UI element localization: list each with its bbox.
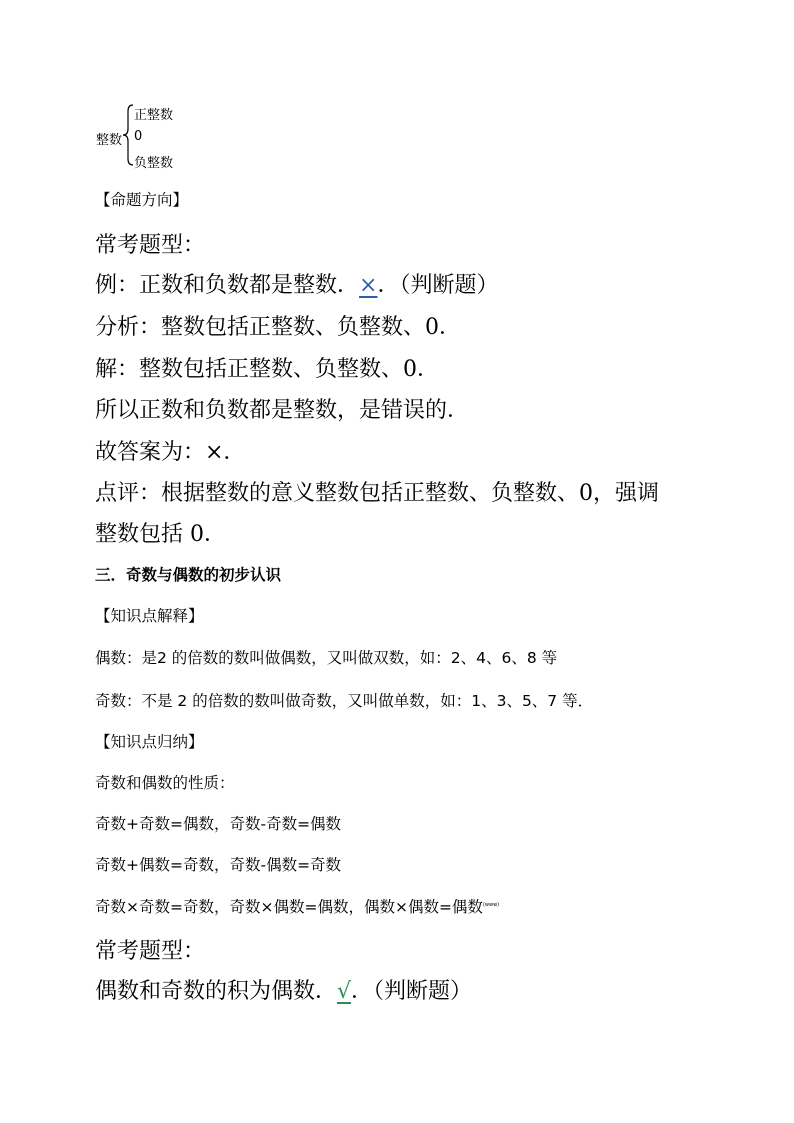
comment-line-2: 整数包括 0．	[95, 522, 226, 547]
proposition-heading: 【命题方向】	[95, 191, 189, 209]
integer-classification-diagram	[96, 102, 196, 171]
rule-line-2: 奇数+偶数=奇数，奇数-偶数=奇数	[95, 856, 342, 874]
rule-3-text: 奇数×奇数=奇数，奇数×偶数=偶数，偶数×偶数=偶数	[95, 898, 483, 916]
question-line	[95, 974, 472, 1005]
example-prefix: 例：正数和负数都是整数．	[95, 273, 360, 298]
properties-title: 奇数和偶数的性质：	[95, 774, 235, 792]
question-prefix: 偶数和奇数的积为偶数．	[95, 979, 338, 1004]
diagram-root: 整数	[96, 133, 123, 148]
example-suffix: ．（判断题）	[377, 273, 499, 298]
rule-line-3	[95, 895, 499, 917]
common-type-label-2: 常考题型：	[95, 939, 206, 964]
answer-line: 故答案为：×．	[95, 440, 246, 465]
brace-icon	[122, 104, 134, 166]
question-suffix: ．（判断题）	[351, 979, 473, 1004]
diagram-branch-negative: 负整数	[134, 156, 174, 171]
question-answer: √	[337, 979, 352, 1004]
explain-heading: 【知识点解释】	[95, 607, 204, 625]
summary-heading: 【知识点归纳】	[95, 733, 204, 751]
even-definition: 偶数：是2 的倍数的数叫做偶数，又叫做双数，如：2、4、6、8 等	[95, 649, 558, 667]
comment-line-1: 点评：根据整数的意义整数包括正整数、负整数、0，强调	[95, 481, 659, 506]
common-type-label: 常考题型：	[95, 233, 206, 258]
example-line	[95, 268, 498, 299]
conclusion-line: 所以正数和负数都是整数，是错误的．	[95, 398, 470, 423]
solution-line: 解：整数包括正整数、负整数、0．	[95, 357, 439, 382]
diagram-branch-zero: 0	[134, 129, 143, 144]
odd-definition: 奇数：不是 2 的倍数的数叫做奇数，又叫做单数，如：1、3、5、7 等．	[95, 692, 594, 710]
rule-3-mark: (www)	[482, 902, 500, 908]
example-answer: ×	[359, 273, 378, 298]
diagram-branch-positive: 正整数	[134, 108, 174, 123]
section-title: 三．奇数与偶数的初步认识	[95, 566, 282, 584]
analysis-line: 分析：整数包括正整数、负整数、0．	[95, 315, 461, 340]
rule-line-1: 奇数+奇数=偶数，奇数-奇数=偶数	[95, 815, 342, 833]
